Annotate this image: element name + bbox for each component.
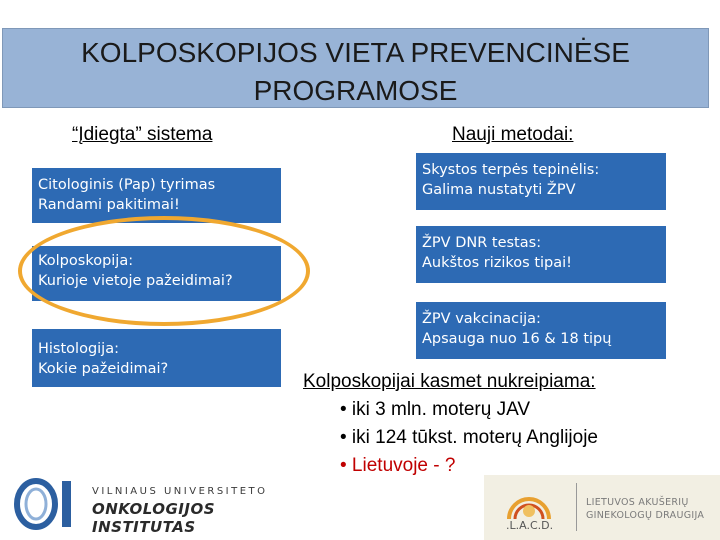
liquid-cytology-box — [416, 153, 666, 210]
title-line-1: KOLPOSKOPIJOS VIETA PREVENCINĖSE — [81, 37, 630, 68]
left-column-heading: “Įdiegta” sistema — [72, 124, 213, 145]
box-title: ŽPV DNR testas: — [422, 235, 542, 251]
box-text: Aukštos rizikos tipai! — [422, 255, 572, 271]
lacd-name-line-1: LIETUVOS AKUŠERIŲ — [586, 497, 689, 508]
vu-logo-line-1: VILNIAUS UNIVERSITETO — [92, 486, 268, 497]
stats-item-lithuania: • Lietuvoje - ? — [340, 455, 456, 476]
box-title: ŽPV vakcinacija: — [422, 311, 541, 327]
lacd-sun-icon — [504, 481, 554, 521]
vu-logo-line-2: ONKOLOGIJOS INSTITUTAS — [92, 500, 216, 536]
stats-item-england: • iki 124 tūkst. moterų Anglijoje — [340, 427, 599, 448]
right-column-heading: Nauji metodai: — [452, 124, 574, 145]
vu-oncology-logo — [14, 478, 274, 536]
box-text: Kokie pažeidimai? — [38, 361, 169, 377]
stats-heading: Kolposkopijai kasmet nukreipiama: — [303, 371, 596, 392]
box-title: Citologinis (Pap) tyrimas — [38, 177, 216, 193]
vu-logo-icon — [14, 478, 74, 530]
lacd-abbreviation: .L.A.C.D. — [506, 519, 554, 532]
lacd-logo — [484, 475, 720, 540]
lacd-name-line-2: GINEKOLOGŲ DRAUGIJA — [586, 510, 705, 521]
histology-box — [32, 329, 281, 387]
lacd-divider — [576, 483, 577, 531]
box-title: Histologija: — [38, 341, 119, 357]
box-text: Kurioje vietoje pažeidimai? — [38, 273, 233, 289]
hpv-vaccination-box — [416, 302, 666, 359]
box-text: Galima nustatyti ŽPV — [422, 182, 576, 198]
pap-test-box — [32, 168, 281, 223]
slide-title — [2, 34, 709, 110]
box-title: Skystos terpės tepinėlis: — [422, 162, 600, 178]
box-text: Apsauga nuo 16 & 18 tipų — [422, 331, 612, 347]
box-title: Kolposkopija: — [38, 253, 134, 269]
title-line-2: PROGRAMOSE — [253, 75, 458, 106]
box-text: Randami pakitimai! — [38, 197, 180, 213]
highlight-ellipse — [18, 216, 310, 326]
stats-item-usa: • iki 3 mln. moterų JAV — [340, 399, 531, 420]
hpv-dna-test-box — [416, 226, 666, 283]
